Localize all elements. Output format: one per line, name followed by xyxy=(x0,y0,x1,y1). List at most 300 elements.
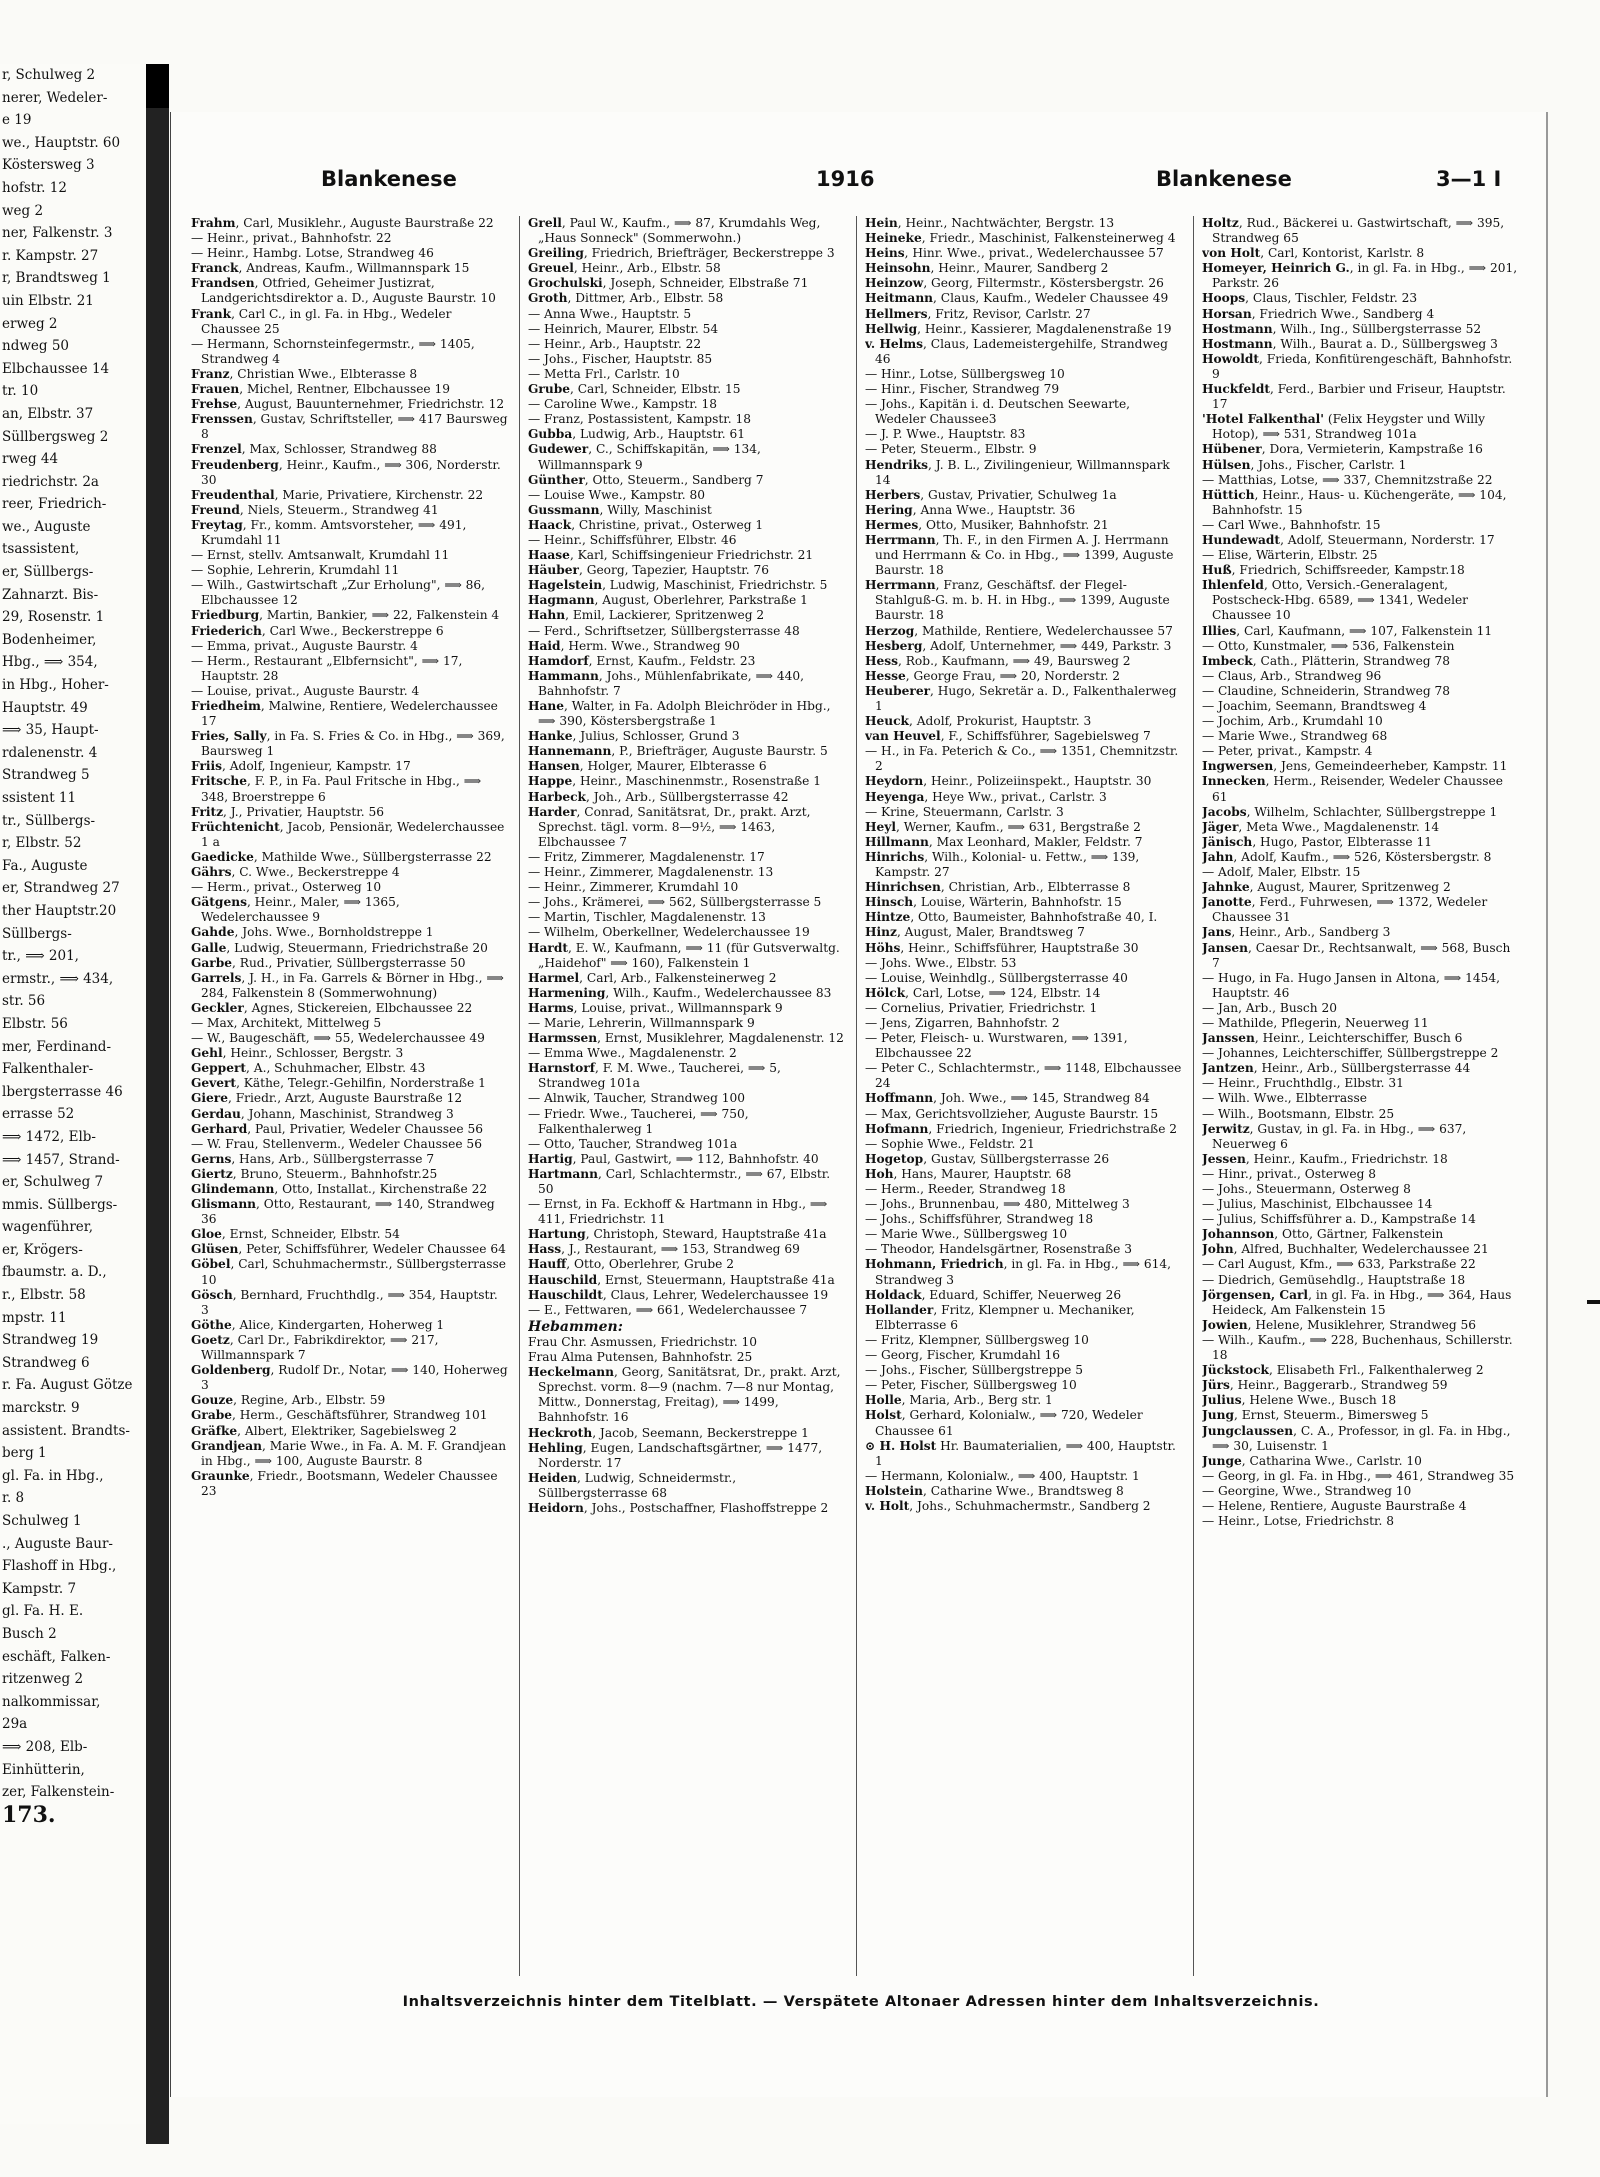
entry-surname: Hillmann xyxy=(865,834,929,849)
entry-details: , Herm., Geschäftsführer, Strandweg 101 xyxy=(232,1408,488,1423)
entry-details: , Max Leonhard, Makler, Feldstr. 7 xyxy=(928,834,1143,849)
directory-entry xyxy=(1202,624,1520,639)
directory-entry xyxy=(191,458,509,488)
entry-details: , Friedrich, Schiffsreeder, Kampstr.18 xyxy=(1231,563,1465,578)
previous-page-line: ther Hauptstr.20 xyxy=(2,902,117,919)
entry-surname: Jückstock xyxy=(1202,1363,1269,1378)
directory-entry xyxy=(191,1363,509,1393)
entry-surname: Harnstorf xyxy=(528,1061,595,1076)
directory-entry xyxy=(1202,684,1520,699)
entry-surname: Gerns xyxy=(191,1151,232,1166)
entry-surname: Hintze xyxy=(865,910,911,925)
entry-details: — Alnwik, Taucher, Strandweg 100 xyxy=(528,1091,746,1106)
directory-entry xyxy=(1202,246,1520,261)
entry-details: , Otto, Oberlehrer, Grube 2 xyxy=(566,1257,735,1272)
entry-surname: van Heuvel xyxy=(865,729,941,744)
entry-surname: Frenssen xyxy=(191,412,253,427)
entry-details: — Jochim, Arb., Krumdahl 10 xyxy=(1202,714,1383,729)
entry-surname: Hagmann xyxy=(528,593,595,608)
previous-page-line: Einhütterin, xyxy=(2,1761,85,1778)
entry-details: Hr. Baumaterialien, ⟹ 400, Hauptstr. 1 xyxy=(875,1438,1176,1468)
entry-details: , Cath., Plätterin, Strandweg 78 xyxy=(1252,653,1450,668)
entry-details: , J. H., in Fa. Garrels & Börner in Hbg., ⟹ 284, Falkenstein 8 (Sommerwohnung) xyxy=(201,970,504,1000)
directory-entry xyxy=(1202,1393,1520,1408)
entry-details: , Helene, Musiklehrer, Strandweg 56 xyxy=(1247,1317,1477,1332)
entry-details: — Johs., Kapitän i. d. Deutschen Seewarte, Wedeler Chaussee3 xyxy=(865,397,1131,427)
entry-details: — Heinr., Hambg. Lotse, Strandweg 46 xyxy=(191,246,434,261)
entry-details: — Julius, Schiffsführer a. D., Kampstraße 14 xyxy=(1202,1212,1476,1227)
entry-surname: Goldenberg xyxy=(191,1363,271,1378)
previous-page-line: ⟹ 1457, Strand- xyxy=(2,1151,120,1168)
previous-page-line: ., Auguste Baur- xyxy=(2,1535,113,1552)
directory-entry xyxy=(528,307,846,322)
entry-details: , Carl, Schuhmachermstr., Süllbergsterrasse 10 xyxy=(201,1257,506,1287)
entry-details: , Claus, Lehrer, Wedelerchaussee 19 xyxy=(602,1287,829,1302)
entry-surname: Giertz xyxy=(191,1166,233,1181)
directory-entry xyxy=(528,1365,846,1425)
directory-entry xyxy=(865,1484,1183,1499)
previous-page-line: Elbchaussee 14 xyxy=(2,360,110,377)
previous-page-line: eschäft, Falken- xyxy=(2,1648,111,1665)
directory-entry xyxy=(865,1469,1183,1484)
entry-details: — Heinr., Arb., Hauptstr. 22 xyxy=(528,336,702,351)
header-year: 1916 xyxy=(816,167,875,191)
directory-entry xyxy=(1202,850,1520,865)
directory-entry xyxy=(528,1227,846,1242)
directory-entry xyxy=(528,397,846,412)
previous-page-line: r. 8 xyxy=(2,1490,25,1507)
entry-surname: Gudewer xyxy=(528,442,589,457)
entry-surname: Heydorn xyxy=(865,774,924,789)
entry-details: — Theodor, Handelsgärtner, Rosenstraße 3 xyxy=(865,1242,1133,1257)
entry-details: , Wilh., Kolonial- u. Fettw., ⟹ 139, Kampstr. 27 xyxy=(875,849,1140,880)
entry-details: — Hermann, Kolonialw., ⟹ 400, Hauptstr. 1 xyxy=(865,1468,1140,1483)
directory-entry xyxy=(1202,895,1520,925)
directory-entry xyxy=(528,473,846,488)
entry-surname: Groth xyxy=(528,291,568,306)
entry-surname: Howoldt xyxy=(1202,351,1260,366)
entry-surname: Hinsch xyxy=(865,895,914,910)
previous-page-line: tr., Süllbergs- xyxy=(2,812,96,829)
directory-entry xyxy=(1202,1182,1520,1197)
entry-surname: Jahnke xyxy=(1202,880,1250,895)
entry-details: , Martin, Bankier, ⟹ 22, Falkenstein 4 xyxy=(259,608,500,623)
entry-details: , Mathilde, Rentiere, Wedelerchaussee 57 xyxy=(914,623,1173,638)
entry-surname: Glüsen xyxy=(191,1242,239,1257)
entry-details: — Louise Wwe., Kampstr. 80 xyxy=(528,487,705,502)
previous-page-line: Flashoff in Hbg., xyxy=(2,1558,117,1575)
directory-entry xyxy=(191,367,509,382)
directory-entry xyxy=(191,1016,509,1031)
directory-entry xyxy=(191,1091,509,1106)
entry-surname: Friis xyxy=(191,759,222,774)
entry-details: , Ludwig, Steuermann, Friedrichstraße 20 xyxy=(226,940,488,955)
entry-surname: Hess xyxy=(865,653,898,668)
directory-entry xyxy=(865,307,1183,322)
entry-details: — Peter C., Schlachtermstr., ⟹ 1148, Elbchaussee 24 xyxy=(865,1061,1182,1091)
previous-page-line: we., Auguste xyxy=(2,518,91,535)
previous-page-line: Falkenthaler- xyxy=(2,1061,94,1078)
entry-surname: Haase xyxy=(528,548,570,563)
entry-details: , Christian, Arb., Elbterrasse 8 xyxy=(940,880,1131,895)
directory-entry xyxy=(865,1408,1183,1438)
directory-entry xyxy=(1202,1152,1520,1167)
directory-entry xyxy=(191,397,509,412)
directory-entry xyxy=(191,1257,509,1287)
entry-details: , Max, Schlosser, Strandweg 88 xyxy=(241,442,437,457)
entry-surname: Grochulski xyxy=(528,276,603,291)
directory-entry xyxy=(865,1152,1183,1167)
entry-surname: Geppert xyxy=(191,1061,247,1076)
entry-surname: Illies xyxy=(1202,623,1237,638)
entry-surname: Frandsen xyxy=(191,276,255,291)
entry-surname: Janotte xyxy=(1202,895,1252,910)
directory-entry xyxy=(865,1242,1183,1257)
entry-details: — Ernst, in Fa. Eckhoff & Hartmann in Hbg., ⟹ 411, Friedrichstr. 11 xyxy=(528,1197,828,1227)
entry-details: , Georg, Filtermstr., Köstersbergstr. 26 xyxy=(923,276,1164,291)
directory-entry xyxy=(1202,729,1520,744)
entry-details: — J. P. Wwe., Hauptstr. 83 xyxy=(865,427,1026,442)
entry-surname: Hartig xyxy=(528,1151,573,1166)
directory-entry xyxy=(191,548,509,563)
entry-details: , Ludwig, Maschinist, Friedrichstr. 5 xyxy=(602,578,828,593)
previous-page-line: rweg 44 xyxy=(2,451,59,468)
entry-surname: Garbe xyxy=(191,955,233,970)
entry-surname: Harms xyxy=(528,1000,574,1015)
entry-surname: Greiling xyxy=(528,246,584,261)
directory-entry xyxy=(1202,1076,1520,1091)
entry-details: , Karl, Schiffsingenieur Friedrichstr. 21 xyxy=(569,548,814,563)
directory-entry xyxy=(191,1137,509,1152)
directory-entry xyxy=(528,1107,846,1137)
entry-details: — Peter, Fleisch- u. Wurstwaren, ⟹ 1391, Elbchaussee 22 xyxy=(865,1031,1128,1061)
directory-entry xyxy=(528,624,846,639)
directory-entry xyxy=(528,1197,846,1227)
entry-details: , F. M. Wwe., Taucherei, ⟹ 5, Strandweg 101a xyxy=(538,1061,781,1091)
entry-details: , Claus, Tischler, Feldstr. 23 xyxy=(1245,291,1418,306)
entry-details: , Carl, Kontorist, Karlstr. 8 xyxy=(1260,246,1425,261)
directory-entry xyxy=(865,458,1183,488)
entry-surname: Ingwersen xyxy=(1202,759,1274,774)
entry-details: — Jens, Zigarren, Bahnhofstr. 2 xyxy=(865,1015,1060,1030)
previous-page-line: Strandweg 6 xyxy=(2,1354,90,1371)
previous-page-line: Süllbergsweg 2 xyxy=(2,428,109,445)
entry-details: , Carl Dr., Fabrikdirektor, ⟹ 217, Willmannspark 7 xyxy=(201,1332,439,1363)
entry-surname: Ihlenfeld xyxy=(1202,578,1264,593)
entry-details: — Wilh., Gastwirtschaft „Zur Erholung", ⟹ 86, Elbchaussee 12 xyxy=(191,578,486,608)
entry-surname: Hannemann xyxy=(528,744,612,759)
entry-details: — Ernst, stellv. Amtsanwalt, Krumdahl 11 xyxy=(191,548,450,563)
directory-entry xyxy=(528,1031,846,1046)
directory-entry xyxy=(865,276,1183,291)
previous-page-line: an, Elbstr. 37 xyxy=(2,405,94,422)
entry-surname: Gaedicke xyxy=(191,849,254,864)
entry-surname: Harmel xyxy=(528,970,580,985)
directory-entry xyxy=(1202,1288,1520,1318)
directory-entry xyxy=(865,790,1183,805)
directory-entry xyxy=(1202,1424,1520,1454)
directory-entry xyxy=(1202,458,1520,473)
entry-surname: Freund xyxy=(191,502,240,517)
entry-details: — Johs., Brunnenbau, ⟹ 480, Mittelweg 3 xyxy=(865,1197,1130,1212)
directory-entry xyxy=(1202,473,1520,488)
entry-details: — Carl August, Kfm., ⟹ 633, Parkstraße 22 xyxy=(1202,1257,1476,1272)
entry-surname: Hartung xyxy=(528,1227,586,1242)
entry-details: , Adolf, Prokurist, Hauptstr. 3 xyxy=(909,714,1092,729)
entry-details: , J., Restaurant, ⟹ 153, Strandweg 69 xyxy=(561,1242,800,1257)
directory-entry xyxy=(528,790,846,805)
directory-entry xyxy=(191,774,509,804)
directory-entry xyxy=(528,412,846,427)
previous-page-line: fbaumstr. a. D., xyxy=(2,1264,107,1281)
entry-details: , Agnes, Stickereien, Elbchaussee 22 xyxy=(243,1000,473,1015)
directory-entry xyxy=(191,1197,509,1227)
entry-details: — Sophie, Lehrerin, Krumdahl 11 xyxy=(191,563,400,578)
previous-page-line: assistent. Brandts- xyxy=(2,1422,130,1439)
directory-entry xyxy=(528,759,846,774)
entry-surname: Hellwig xyxy=(865,321,918,336)
entry-details: , Christoph, Steward, Hauptstraße 41a xyxy=(585,1227,827,1242)
entry-details: , Wilh., Kaufm., Wedelerchaussee 83 xyxy=(605,985,832,1000)
directory-entry xyxy=(1202,518,1520,533)
entry-surname: Göbel xyxy=(191,1257,231,1272)
entry-details: — Heinrich, Maurer, Elbstr. 54 xyxy=(528,321,719,336)
directory-entry xyxy=(191,1393,509,1408)
previous-page-line: in Hbg., Hoher- xyxy=(2,677,109,694)
entry-details: , Georg, Sanitätsrat, Dr., prakt. Arzt, Sprechst. vorm. 8—9 (nachm. 7—8 nur Montag, Mittw., Donnerstag, Freitag), ⟹ 1499, Bahnhofstr. 16 xyxy=(538,1365,841,1425)
entry-surname: Gösch xyxy=(191,1287,233,1302)
entry-surname: Holle xyxy=(865,1393,902,1408)
directory-entry xyxy=(865,1439,1183,1469)
directory-entry xyxy=(1202,488,1520,518)
previous-page-line: wagenführer, xyxy=(2,1219,94,1236)
directory-entry xyxy=(191,639,509,654)
entry-surname: Hane xyxy=(528,699,565,713)
entry-details: — Hinr., Fischer, Strandweg 79 xyxy=(865,382,1060,397)
entry-details: , Heinr., Kaufm., ⟹ 306, Norderstr. 30 xyxy=(201,457,501,487)
previous-page-line: zer, Falkenstein- xyxy=(2,1784,115,1801)
entry-details: , Bernhard, Fruchthdlg., ⟹ 354, Hauptstr. 3 xyxy=(201,1287,498,1317)
directory-entry xyxy=(1202,548,1520,563)
previous-page-line: Köstersweg 3 xyxy=(2,157,95,174)
entry-details: , Heinr., Schiffsführer, Hauptstraße 30 xyxy=(900,940,1139,955)
previous-page-line: Schulweg 1 xyxy=(2,1513,82,1529)
entry-surname: Gätgens xyxy=(191,895,247,910)
entry-details: , Friedrich, Briefträger, Beckerstreppe 3 xyxy=(583,246,835,261)
entry-surname: Harbeck xyxy=(528,789,586,804)
directory-entry xyxy=(1202,865,1520,880)
directory-entry xyxy=(1202,1016,1520,1031)
entry-details: , Otto, Gärtner, Falkenstein xyxy=(1274,1227,1444,1242)
entry-details: , in Fa. S. Fries & Co. in Hbg., ⟹ 369, Baursweg 1 xyxy=(201,729,505,759)
header-left-title: Blankenese xyxy=(321,167,457,191)
entry-surname: Heuberer xyxy=(865,683,931,698)
entry-surname: Heuck xyxy=(865,714,909,729)
directory-entry xyxy=(191,925,509,940)
entry-details: , Carl, Musiklehr., Auguste Baurstraße 22 xyxy=(235,216,494,230)
entry-details: , Gustav, Schriftsteller, ⟹ 417 Baursweg 8 xyxy=(201,412,508,442)
entry-surname: von Holt xyxy=(1202,246,1261,261)
entry-details: — Louise, Weinhdlg., Süllbergsterrasse 40 xyxy=(865,970,1128,985)
directory-entry xyxy=(865,956,1183,971)
directory-entry xyxy=(191,1122,509,1137)
directory-entry xyxy=(865,231,1183,246)
entry-details: , Adolf, Ingenieur, Kampstr. 17 xyxy=(221,759,411,774)
directory-entry xyxy=(528,1303,846,1318)
entry-details: , Friedrich Wwe., Sandberg 4 xyxy=(1251,306,1435,321)
entry-details: , Friedr., Maschinist, Falkensteinerweg 4 xyxy=(921,231,1176,246)
entry-surname: Jessen xyxy=(1202,1151,1246,1166)
directory-entry xyxy=(865,820,1183,835)
entry-details: — Peter, Fischer, Süllbergsweg 10 xyxy=(865,1378,1077,1393)
directory-entry xyxy=(865,1288,1183,1303)
entry-details: , Paul, Gastwirt, ⟹ 112, Bahnhofstr. 40 xyxy=(572,1151,819,1166)
entry-surname: Herbers xyxy=(865,487,921,502)
directory-entry xyxy=(528,563,846,578)
entry-details: , Helene Wwe., Busch 18 xyxy=(1241,1393,1397,1408)
entry-details: , August, Maler, Brandtsweg 7 xyxy=(896,925,1085,940)
entry-details: , Eugen, Landschaftsgärtner, ⟹ 1477, Norderstr. 17 xyxy=(538,1440,823,1470)
directory-entry xyxy=(191,1152,509,1167)
directory-entry xyxy=(191,1182,509,1197)
directory-entry xyxy=(528,337,846,352)
directory-entry xyxy=(191,729,509,759)
entry-details: , Meta Wwe., Magdalenenstr. 14 xyxy=(1238,819,1440,834)
previous-page-line: weg 2 xyxy=(2,202,44,219)
entry-surname: Frauen xyxy=(191,382,240,397)
entry-surname: Hoops xyxy=(1202,291,1246,306)
entry-surname: Graunke xyxy=(191,1468,250,1483)
entry-details: , Christine, privat., Osterweg 1 xyxy=(571,517,764,532)
entry-surname: Gährs xyxy=(191,865,232,880)
entry-surname: Hesberg xyxy=(865,638,923,653)
previous-page-line: 173. xyxy=(2,1801,56,1828)
directory-entry xyxy=(191,1167,509,1182)
entry-surname: Heiden xyxy=(528,1470,578,1485)
entry-details: , Herm., Reisender, Wedeler Chaussee 61 xyxy=(1212,774,1503,804)
entry-surname: Hundewadt xyxy=(1202,532,1281,547)
entry-surname: Jürs xyxy=(1202,1378,1230,1393)
previous-page-line: gl. Fa. H. E. xyxy=(2,1603,84,1620)
entry-details: , Julius, Schlosser, Grund 3 xyxy=(572,729,740,744)
directory-entry xyxy=(865,1001,1183,1016)
previous-page-line: Zahnarzt. Bis- xyxy=(2,586,99,603)
previous-page-line: rdalenenstr. 4 xyxy=(2,744,98,761)
directory-entry xyxy=(1202,412,1520,442)
directory-entry xyxy=(865,1227,1183,1242)
entry-surname: Hauschild xyxy=(528,1272,598,1287)
entry-surname: Hoffmann xyxy=(865,1091,934,1106)
entry-surname: Hogetop xyxy=(865,1151,924,1166)
entry-details: — W., Baugeschäft, ⟹ 55, Wedelerchaussee 49 xyxy=(191,1031,485,1046)
previous-page-line: nalkommissar, xyxy=(2,1693,101,1710)
entry-surname: v. Helms xyxy=(865,336,923,351)
entry-details: , Christian Wwe., Elbterasse 8 xyxy=(229,366,418,381)
entry-surname: Happe xyxy=(528,774,573,789)
directory-entry xyxy=(528,1091,846,1106)
previous-page-line: Strandweg 5 xyxy=(2,767,90,784)
entry-surname: Johannson xyxy=(1202,1227,1275,1242)
entry-details: , Gustav, Süllbergsterrasse 26 xyxy=(923,1151,1110,1166)
previous-page-line: Hauptstr. 49 xyxy=(2,699,88,716)
entry-details: , Gustav, in gl. Fa. in Hbg., ⟹ 637, Neuerweg 6 xyxy=(1212,1121,1467,1151)
entry-surname: Hammann xyxy=(528,668,599,683)
entry-details: , Fritz, Klempner u. Mechaniker, Elbterrasse 6 xyxy=(875,1302,1135,1332)
entry-details: , Maria, Arb., Berg str. 1 xyxy=(901,1393,1053,1408)
directory-entry xyxy=(191,1031,509,1046)
previous-page-line: ndweg 50 xyxy=(2,338,69,355)
directory-entry xyxy=(528,774,846,789)
entry-details: , Marie, Privatiere, Kirchenstr. 22 xyxy=(274,487,484,502)
directory-entry xyxy=(865,578,1183,623)
entry-details: — Wilh. Wwe., Elbterrasse xyxy=(1202,1091,1367,1106)
directory-entry xyxy=(1202,1001,1520,1016)
entry-surname: Hüttich xyxy=(1202,487,1255,502)
directory-entry xyxy=(528,518,846,533)
entry-surname: Innecken xyxy=(1202,774,1266,789)
entry-surname: Heckelmann xyxy=(528,1365,615,1380)
directory-entry xyxy=(865,503,1183,518)
entry-surname: Hellmers xyxy=(865,306,928,321)
previous-page-line: er, Strandweg 27 xyxy=(2,880,120,897)
previous-page-line: gl. Fa. in Hbg., xyxy=(2,1467,104,1484)
entry-surname: Holstein xyxy=(865,1483,924,1498)
entry-surname: v. Holt xyxy=(865,1498,910,1513)
directory-entry xyxy=(528,1152,846,1167)
directory-entry xyxy=(191,699,509,729)
entry-details: — Herm., privat., Osterweg 10 xyxy=(191,880,382,895)
entry-details: , Dora, Vermieterin, Kampstraße 16 xyxy=(1261,442,1483,457)
entry-surname: Haid xyxy=(528,638,561,653)
entry-details: — Emma Wwe., Magdalenenstr. 2 xyxy=(528,1046,737,1061)
directory-entry xyxy=(191,624,509,639)
entry-surname: Höhs xyxy=(865,940,901,955)
previous-page-line: riedrichstr. 2a xyxy=(2,473,99,490)
entry-surname: Herrmann xyxy=(865,578,936,593)
entry-details: — Joachim, Seemann, Brandtsweg 4 xyxy=(1202,699,1427,713)
entry-details: , Ludwig, Arb., Hauptstr. 61 xyxy=(572,427,745,442)
entry-details: — Herm., Reeder, Strandweg 18 xyxy=(865,1182,1066,1196)
directory-entry xyxy=(865,850,1183,880)
directory-entry xyxy=(865,322,1183,337)
previous-page-line: ssistent 11 xyxy=(2,790,77,806)
entry-details: — Max, Gerichtsvollzieher, Auguste Baurstr. 15 xyxy=(865,1106,1159,1121)
directory-entry xyxy=(865,291,1183,306)
directory-entry xyxy=(865,624,1183,639)
entry-surname: Hering xyxy=(865,502,913,517)
entry-details: , Hinr. Wwe., privat., Wedelerchaussee 57 xyxy=(904,246,1164,261)
directory-entry xyxy=(528,503,846,518)
entry-details: , Hans, Maurer, Hauptstr. 68 xyxy=(893,1166,1072,1181)
entry-details: — Emma, privat., Auguste Baurstr. 4 xyxy=(191,638,418,653)
entry-details: — Georgine, Wwe., Strandweg 10 xyxy=(1202,1483,1412,1498)
next-page-edge-mark xyxy=(1587,1300,1600,1304)
directory-entry xyxy=(1202,759,1520,774)
entry-details: — Johs., Steuermann, Osterweg 8 xyxy=(1202,1182,1411,1196)
entry-details: — Georg, Fischer, Krumdahl 16 xyxy=(865,1348,1060,1363)
previous-page-line: r. Fa. August Götze xyxy=(2,1377,133,1394)
page-footer-note: Inhaltsverzeichnis hinter dem Titelblatt. — Verspätete Altonaer Adressen hinter dem Inhaltsverzeichnis. xyxy=(402,1994,1320,2010)
entry-details: , Heinr., Maler, ⟹ 1365, Wedelerchaussee 9 xyxy=(201,895,400,925)
entry-details: , Louise, Wärterin, Bahnhofstr. 15 xyxy=(913,895,1122,910)
directory-entry xyxy=(865,941,1183,956)
directory-entry xyxy=(528,744,846,759)
directory-entry xyxy=(191,518,509,548)
entry-surname: Hartmann xyxy=(528,1166,598,1181)
previous-page-line: Süllbergs- xyxy=(2,925,72,942)
entry-details: — Marie Wwe., Strandweg 68 xyxy=(1202,729,1388,744)
entry-details: — Louise, privat., Auguste Baurstr. 4 xyxy=(191,683,420,698)
